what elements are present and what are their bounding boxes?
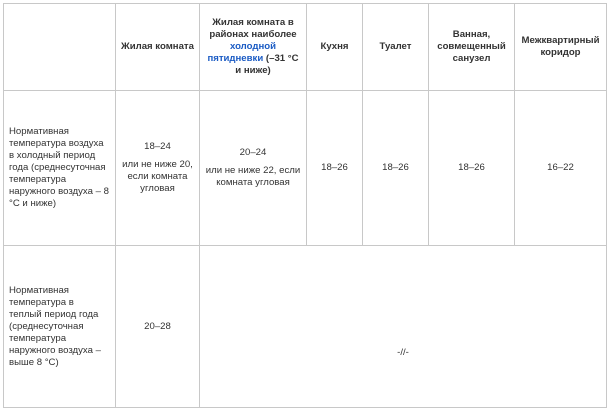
table-row-cold-period (4, 91, 607, 246)
header-corridor: Межквартирный коридор (515, 4, 607, 91)
cell-bathroom-cold: 18–26 (429, 91, 515, 246)
header-cold-suffix: (–31 °С и ниже) (235, 53, 299, 76)
cold-five-day-link[interactable]: холодной пятидневки (207, 41, 277, 64)
cell-cold-region-cold (200, 91, 307, 246)
cell-kitchen-cold: 18–26 (307, 91, 363, 246)
temperature-norms-table (3, 3, 607, 408)
cell-living-cold-note: или не ниже 20, если комната угловая (122, 159, 193, 194)
header-toilet: Туалет (363, 4, 429, 91)
cell-living-warm: 20–28 (116, 246, 200, 408)
cell-rest-warm (200, 246, 607, 408)
cell-corridor-cold: 16–22 (515, 91, 607, 246)
header-living-room-cold-region (200, 4, 307, 91)
header-cold-prefix: Жилая комната в районах наиболее (209, 17, 297, 40)
table-row-warm-period (4, 246, 607, 408)
header-kitchen: Кухня (307, 4, 363, 91)
cell-cold-region-note: или не ниже 22, если комната угловая (205, 165, 301, 188)
header-living-room: Жилая комната (116, 4, 200, 91)
cell-toilet-cold: 18–26 (363, 91, 429, 246)
header-row (4, 4, 607, 91)
header-empty-cell (4, 4, 116, 91)
ditto-mark: -//- (397, 346, 409, 358)
row-label-cold-period: Нормативная температура воздуха в холодный период года (среднесуточная температура наружного воздуха – 8 °С и ниже) (4, 91, 116, 246)
cell-cold-region-main: 20–24 (239, 147, 267, 158)
cell-living-cold-main: 18–24 (144, 141, 171, 152)
header-bathroom: Ванная, совмещенный санузел (429, 4, 515, 91)
cell-living-cold (116, 91, 200, 246)
row-label-warm-period: Нормативная температура в теплый период года (среднесуточная температура наружного воздуха – выше 8 °С) (4, 246, 116, 408)
